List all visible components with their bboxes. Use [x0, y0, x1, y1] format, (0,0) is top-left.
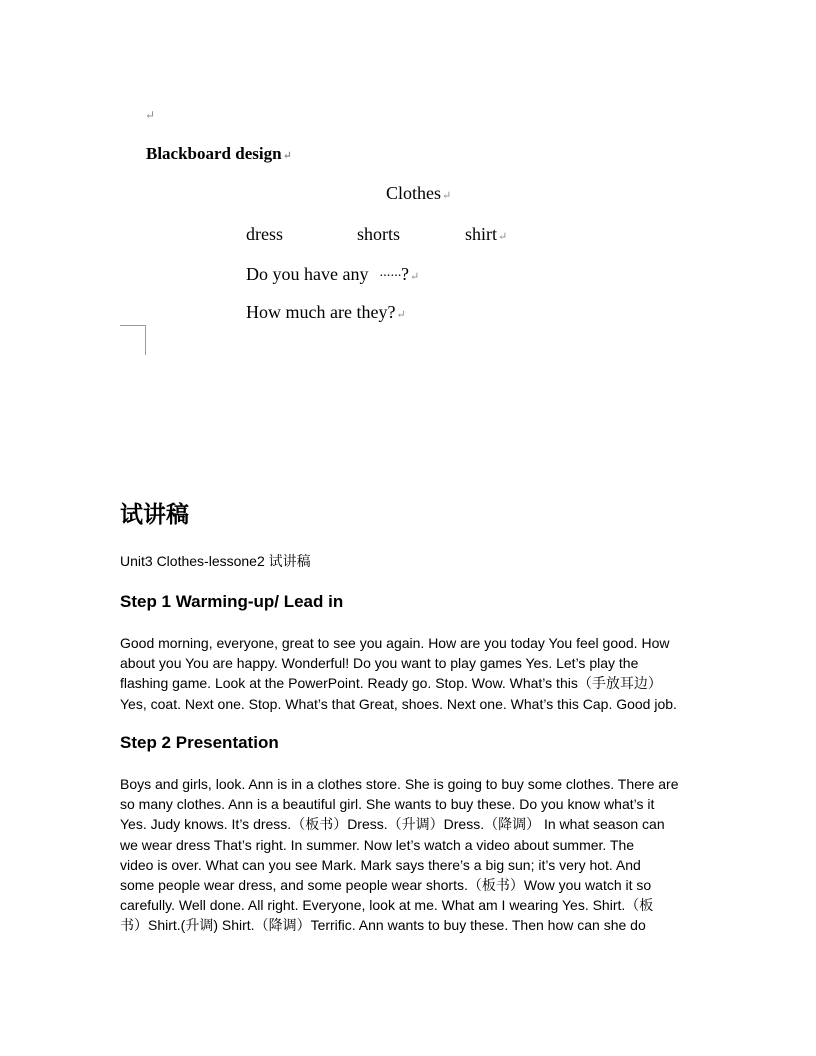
step2-paragraph [120, 774, 705, 936]
text-line: 书）Shirt.(升调) Shirt.（降调）Terrific. Ann wants to buy these. Then how can she do [120, 917, 646, 934]
step2-heading: Step 2 Presentation [120, 733, 279, 752]
question-how-much-text: How much are they? [246, 302, 396, 322]
paragraph-mark: ↵ [498, 231, 508, 243]
paragraph-mark: ↵ [396, 309, 406, 321]
script-title: 试讲稿 [120, 502, 189, 528]
paragraph-mark: ↵ [409, 271, 420, 283]
word-shorts: shorts [357, 224, 401, 244]
word-shirt [465, 224, 507, 245]
word-dress: dress [246, 224, 283, 244]
text-line: we wear dress That’s right. In summer. Now let’s watch a video about summer. The [120, 836, 635, 853]
question-mark: ? [400, 264, 409, 284]
paragraph-mark: ↵ [282, 150, 292, 162]
blackboard-title-text: Clothes [386, 183, 442, 203]
step1-heading: Step 1 Warming-up/ Lead in [120, 592, 344, 611]
text-line: Yes. Judy knows. It’s dress.（板书）Dress.（升调）Dress.（降调） In what season can [120, 816, 665, 833]
page-corner-mark [120, 325, 146, 355]
text-line: Good morning, everyone, great to see you again. How are you today You feel good. How [120, 635, 670, 651]
text-line: so many clothes. Ann is a beautiful girl. She wants to buy these. Do you know what’s it [120, 796, 655, 813]
text-line: Boys and girls, look. Ann is in a clothes store. She is going to buy some clothes. There are [120, 776, 679, 792]
ellipsis-dots: ······ [378, 269, 401, 284]
paragraph-mark: ↵ [145, 108, 156, 122]
paragraph-mark: ↵ [442, 190, 452, 202]
text-line: about you You are happy. Wonderful! Do you want to play games Yes. Let’s play the [120, 655, 639, 672]
text-line: Yes, coat. Next one. Stop. What’s that Great, shoes. Next one. What’s this Cap. Good job. [120, 695, 677, 712]
blackboard-heading [146, 144, 292, 164]
text-line: carefully. Well done. All right. Everyone, look at me. What am I wearing Yes. Shirt.（板 [120, 897, 654, 914]
text-line: flashing game. Look at the PowerPoint. Ready go. Stop. Wow. What’s this（手放耳边） [120, 675, 662, 692]
blackboard-heading-text: Blackboard design [146, 144, 282, 163]
script-subtitle: Unit3 Clothes-lessone2 试讲稿 [120, 553, 311, 569]
blackboard-title [386, 183, 451, 204]
question-text: Do you have any [246, 264, 369, 284]
step1-paragraph [120, 633, 705, 714]
word-shirt-text: shirt [465, 224, 498, 244]
question-how-much [246, 302, 406, 323]
text-line: video is over. What can you see Mark. Mark says there’s a big sun; it’s very hot. And [120, 856, 641, 873]
question-do-you-have-any [246, 264, 419, 285]
text-line: some people wear dress, and some people wear shorts.（板书）Wow you watch it so [120, 877, 652, 894]
